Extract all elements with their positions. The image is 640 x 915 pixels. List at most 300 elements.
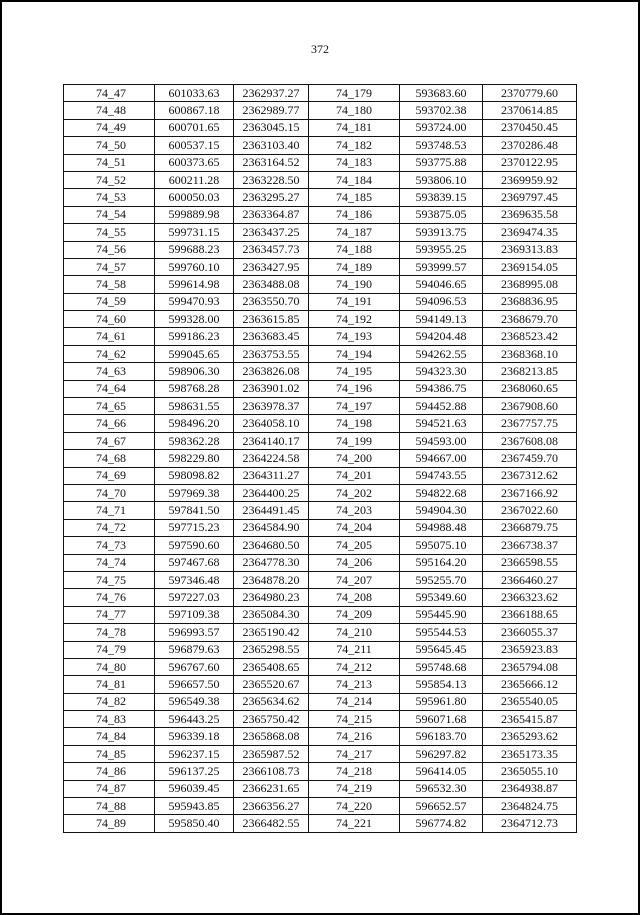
x-coordinate-right-cell: 594452.88 — [400, 398, 483, 415]
point-id-right-cell: 74_197 — [309, 398, 400, 415]
table-row — [64, 241, 577, 258]
y-coordinate-left-cell: 2366231.65 — [234, 780, 309, 797]
point-id-left-cell: 74_64 — [64, 380, 155, 397]
table-row — [64, 224, 577, 241]
x-coordinate-left-cell: 599045.65 — [155, 345, 234, 362]
point-id-left-cell: 74_74 — [64, 554, 155, 571]
point-id-left-cell: 74_51 — [64, 154, 155, 171]
point-id-left-cell: 74_89 — [64, 815, 155, 832]
point-id-left-cell: 74_67 — [64, 432, 155, 449]
point-id-left-cell: 74_88 — [64, 798, 155, 815]
y-coordinate-left-cell: 2363164.52 — [234, 154, 309, 171]
point-id-left-cell: 74_72 — [64, 519, 155, 536]
point-id-left-cell: 74_50 — [64, 137, 155, 154]
x-coordinate-right-cell: 593839.15 — [400, 189, 483, 206]
point-id-right-cell: 74_190 — [309, 276, 400, 293]
table-row — [64, 589, 577, 606]
point-id-right-cell: 74_189 — [309, 258, 400, 275]
point-id-left-cell: 74_54 — [64, 206, 155, 223]
point-id-right-cell: 74_182 — [309, 137, 400, 154]
x-coordinate-right-cell: 594743.55 — [400, 467, 483, 484]
point-id-right-cell: 74_187 — [309, 224, 400, 241]
x-coordinate-right-cell: 596652.57 — [400, 798, 483, 815]
point-id-right-cell: 74_201 — [309, 467, 400, 484]
point-id-right-cell: 74_207 — [309, 571, 400, 588]
point-id-right-cell: 74_186 — [309, 206, 400, 223]
table-row — [64, 293, 577, 310]
x-coordinate-left-cell: 596443.25 — [155, 711, 234, 728]
y-coordinate-right-cell: 2366598.55 — [483, 554, 577, 571]
point-id-left-cell: 74_84 — [64, 728, 155, 745]
y-coordinate-left-cell: 2364224.58 — [234, 450, 309, 467]
table-row — [64, 171, 577, 188]
x-coordinate-left-cell: 599328.00 — [155, 311, 234, 328]
table-row — [64, 606, 577, 623]
table-row — [64, 554, 577, 571]
x-coordinate-left-cell: 597346.48 — [155, 571, 234, 588]
y-coordinate-left-cell: 2364311.27 — [234, 467, 309, 484]
x-coordinate-left-cell: 596767.60 — [155, 658, 234, 675]
table-row — [64, 484, 577, 501]
table-row — [64, 276, 577, 293]
y-coordinate-right-cell: 2366738.37 — [483, 537, 577, 554]
y-coordinate-right-cell: 2370122.95 — [483, 154, 577, 171]
y-coordinate-left-cell: 2365190.42 — [234, 624, 309, 641]
y-coordinate-left-cell: 2363295.27 — [234, 189, 309, 206]
point-id-right-cell: 74_181 — [309, 119, 400, 136]
point-id-right-cell: 74_218 — [309, 763, 400, 780]
x-coordinate-right-cell: 594323.30 — [400, 363, 483, 380]
y-coordinate-right-cell: 2366323.62 — [483, 589, 577, 606]
point-id-right-cell: 74_200 — [309, 450, 400, 467]
point-id-left-cell: 74_62 — [64, 345, 155, 362]
table-row — [64, 85, 577, 102]
point-id-right-cell: 74_208 — [309, 589, 400, 606]
y-coordinate-left-cell: 2364778.30 — [234, 554, 309, 571]
y-coordinate-right-cell: 2364938.87 — [483, 780, 577, 797]
point-id-left-cell: 74_63 — [64, 363, 155, 380]
x-coordinate-right-cell: 596071.68 — [400, 711, 483, 728]
x-coordinate-left-cell: 596657.50 — [155, 676, 234, 693]
y-coordinate-right-cell: 2366460.27 — [483, 571, 577, 588]
y-coordinate-right-cell: 2368368.10 — [483, 345, 577, 362]
x-coordinate-right-cell: 594667.00 — [400, 450, 483, 467]
point-id-right-cell: 74_205 — [309, 537, 400, 554]
point-id-right-cell: 74_196 — [309, 380, 400, 397]
table-row — [64, 345, 577, 362]
x-coordinate-right-cell: 595748.68 — [400, 658, 483, 675]
x-coordinate-right-cell: 593955.25 — [400, 241, 483, 258]
table-row — [64, 815, 577, 832]
x-coordinate-right-cell: 593683.60 — [400, 85, 483, 102]
y-coordinate-right-cell: 2365293.62 — [483, 728, 577, 745]
point-id-right-cell: 74_214 — [309, 693, 400, 710]
x-coordinate-left-cell: 600701.65 — [155, 119, 234, 136]
table-row — [64, 432, 577, 449]
point-id-right-cell: 74_180 — [309, 102, 400, 119]
y-coordinate-right-cell: 2368995.08 — [483, 276, 577, 293]
point-id-right-cell: 74_179 — [309, 85, 400, 102]
point-id-right-cell: 74_185 — [309, 189, 400, 206]
table-row — [64, 137, 577, 154]
x-coordinate-right-cell: 595075.10 — [400, 537, 483, 554]
x-coordinate-right-cell: 594262.55 — [400, 345, 483, 362]
x-coordinate-right-cell: 593999.57 — [400, 258, 483, 275]
y-coordinate-left-cell: 2363437.25 — [234, 224, 309, 241]
table-row — [64, 102, 577, 119]
y-coordinate-right-cell: 2369635.58 — [483, 206, 577, 223]
point-id-left-cell: 74_77 — [64, 606, 155, 623]
x-coordinate-right-cell: 593748.53 — [400, 137, 483, 154]
x-coordinate-right-cell: 595854.13 — [400, 676, 483, 693]
y-coordinate-left-cell: 2363753.55 — [234, 345, 309, 362]
point-id-left-cell: 74_79 — [64, 641, 155, 658]
y-coordinate-right-cell: 2370614.85 — [483, 102, 577, 119]
y-coordinate-right-cell: 2365173.35 — [483, 745, 577, 762]
x-coordinate-right-cell: 596183.70 — [400, 728, 483, 745]
table-row — [64, 415, 577, 432]
y-coordinate-left-cell: 2364400.25 — [234, 484, 309, 501]
table-row — [64, 624, 577, 641]
x-coordinate-right-cell: 593913.75 — [400, 224, 483, 241]
point-id-right-cell: 74_194 — [309, 345, 400, 362]
point-id-left-cell: 74_81 — [64, 676, 155, 693]
x-coordinate-right-cell: 593775.88 — [400, 154, 483, 171]
y-coordinate-left-cell: 2363364.87 — [234, 206, 309, 223]
x-coordinate-right-cell: 594822.68 — [400, 484, 483, 501]
y-coordinate-right-cell: 2369313.83 — [483, 241, 577, 258]
point-id-left-cell: 74_85 — [64, 745, 155, 762]
y-coordinate-right-cell: 2365055.10 — [483, 763, 577, 780]
table-row — [64, 206, 577, 223]
x-coordinate-right-cell: 593702.38 — [400, 102, 483, 119]
x-coordinate-left-cell: 600050.03 — [155, 189, 234, 206]
y-coordinate-right-cell: 2366879.75 — [483, 519, 577, 536]
point-id-left-cell: 74_49 — [64, 119, 155, 136]
point-id-right-cell: 74_221 — [309, 815, 400, 832]
x-coordinate-left-cell: 597715.23 — [155, 519, 234, 536]
y-coordinate-left-cell: 2364491.45 — [234, 502, 309, 519]
y-coordinate-right-cell: 2370286.48 — [483, 137, 577, 154]
table-row — [64, 658, 577, 675]
y-coordinate-left-cell: 2364680.50 — [234, 537, 309, 554]
x-coordinate-left-cell: 599760.10 — [155, 258, 234, 275]
x-coordinate-right-cell: 594386.75 — [400, 380, 483, 397]
point-id-left-cell: 74_60 — [64, 311, 155, 328]
table-row — [64, 641, 577, 658]
point-id-right-cell: 74_212 — [309, 658, 400, 675]
point-id-right-cell: 74_195 — [309, 363, 400, 380]
x-coordinate-right-cell: 594149.13 — [400, 311, 483, 328]
point-id-left-cell: 74_80 — [64, 658, 155, 675]
x-coordinate-right-cell: 594904.30 — [400, 502, 483, 519]
point-id-right-cell: 74_219 — [309, 780, 400, 797]
y-coordinate-right-cell: 2365923.83 — [483, 641, 577, 658]
point-id-left-cell: 74_71 — [64, 502, 155, 519]
y-coordinate-left-cell: 2363457.73 — [234, 241, 309, 258]
table-row — [64, 763, 577, 780]
x-coordinate-right-cell: 595255.70 — [400, 571, 483, 588]
x-coordinate-left-cell: 596039.45 — [155, 780, 234, 797]
x-coordinate-left-cell: 598496.20 — [155, 415, 234, 432]
x-coordinate-left-cell: 597227.03 — [155, 589, 234, 606]
x-coordinate-left-cell: 597969.38 — [155, 484, 234, 501]
y-coordinate-left-cell: 2363978.37 — [234, 398, 309, 415]
x-coordinate-right-cell: 593875.05 — [400, 206, 483, 223]
x-coordinate-left-cell: 598362.28 — [155, 432, 234, 449]
table-row — [64, 328, 577, 345]
y-coordinate-left-cell: 2364584.90 — [234, 519, 309, 536]
x-coordinate-left-cell: 599470.93 — [155, 293, 234, 310]
point-id-left-cell: 74_57 — [64, 258, 155, 275]
x-coordinate-left-cell: 598229.80 — [155, 450, 234, 467]
y-coordinate-left-cell: 2365634.62 — [234, 693, 309, 710]
table-row — [64, 711, 577, 728]
y-coordinate-left-cell: 2365298.55 — [234, 641, 309, 658]
table-row — [64, 450, 577, 467]
table-row — [64, 519, 577, 536]
x-coordinate-right-cell: 594988.48 — [400, 519, 483, 536]
point-id-right-cell: 74_213 — [309, 676, 400, 693]
x-coordinate-left-cell: 598631.55 — [155, 398, 234, 415]
y-coordinate-right-cell: 2366188.65 — [483, 606, 577, 623]
y-coordinate-right-cell: 2368060.65 — [483, 380, 577, 397]
y-coordinate-left-cell: 2365750.42 — [234, 711, 309, 728]
table-row — [64, 693, 577, 710]
point-id-left-cell: 74_68 — [64, 450, 155, 467]
y-coordinate-right-cell: 2367166.92 — [483, 484, 577, 501]
point-id-left-cell: 74_58 — [64, 276, 155, 293]
y-coordinate-left-cell: 2364140.17 — [234, 432, 309, 449]
point-id-left-cell: 74_70 — [64, 484, 155, 501]
page-number: 372 — [311, 42, 329, 56]
x-coordinate-left-cell: 595943.85 — [155, 798, 234, 815]
y-coordinate-left-cell: 2363901.02 — [234, 380, 309, 397]
point-id-left-cell: 74_52 — [64, 171, 155, 188]
y-coordinate-right-cell: 2370450.45 — [483, 119, 577, 136]
x-coordinate-right-cell: 594204.48 — [400, 328, 483, 345]
x-coordinate-left-cell: 601033.63 — [155, 85, 234, 102]
x-coordinate-right-cell: 595349.60 — [400, 589, 483, 606]
x-coordinate-left-cell: 600867.18 — [155, 102, 234, 119]
y-coordinate-left-cell: 2364058.10 — [234, 415, 309, 432]
table-row — [64, 745, 577, 762]
y-coordinate-left-cell: 2364980.23 — [234, 589, 309, 606]
point-id-left-cell: 74_56 — [64, 241, 155, 258]
x-coordinate-left-cell: 599614.98 — [155, 276, 234, 293]
table-row — [64, 380, 577, 397]
table-row — [64, 571, 577, 588]
x-coordinate-right-cell: 593724.00 — [400, 119, 483, 136]
x-coordinate-left-cell: 596549.38 — [155, 693, 234, 710]
x-coordinate-left-cell: 596879.63 — [155, 641, 234, 658]
y-coordinate-left-cell: 2363615.85 — [234, 311, 309, 328]
x-coordinate-left-cell: 599731.15 — [155, 224, 234, 241]
x-coordinate-left-cell: 600537.15 — [155, 137, 234, 154]
table-row — [64, 467, 577, 484]
point-id-left-cell: 74_65 — [64, 398, 155, 415]
table-row — [64, 502, 577, 519]
y-coordinate-left-cell: 2365408.65 — [234, 658, 309, 675]
y-coordinate-right-cell: 2364824.75 — [483, 798, 577, 815]
point-id-left-cell: 74_66 — [64, 415, 155, 432]
document-page — [2, 2, 638, 913]
y-coordinate-right-cell: 2365794.08 — [483, 658, 577, 675]
point-id-right-cell: 74_204 — [309, 519, 400, 536]
x-coordinate-left-cell: 596339.18 — [155, 728, 234, 745]
y-coordinate-right-cell: 2369959.92 — [483, 171, 577, 188]
table-row — [64, 676, 577, 693]
point-id-left-cell: 74_75 — [64, 571, 155, 588]
y-coordinate-left-cell: 2363683.45 — [234, 328, 309, 345]
point-id-right-cell: 74_217 — [309, 745, 400, 762]
x-coordinate-left-cell: 597467.68 — [155, 554, 234, 571]
point-id-right-cell: 74_193 — [309, 328, 400, 345]
x-coordinate-left-cell: 598906.30 — [155, 363, 234, 380]
x-coordinate-left-cell: 596993.57 — [155, 624, 234, 641]
y-coordinate-left-cell: 2364878.20 — [234, 571, 309, 588]
y-coordinate-right-cell: 2367608.08 — [483, 432, 577, 449]
y-coordinate-left-cell: 2363228.50 — [234, 171, 309, 188]
point-id-right-cell: 74_206 — [309, 554, 400, 571]
point-id-right-cell: 74_198 — [309, 415, 400, 432]
coordinates-table — [63, 84, 577, 833]
point-id-right-cell: 74_209 — [309, 606, 400, 623]
y-coordinate-right-cell: 2369154.05 — [483, 258, 577, 275]
point-id-left-cell: 74_78 — [64, 624, 155, 641]
x-coordinate-left-cell: 599889.98 — [155, 206, 234, 223]
x-coordinate-right-cell: 594096.53 — [400, 293, 483, 310]
point-id-right-cell: 74_192 — [309, 311, 400, 328]
y-coordinate-left-cell: 2365520.67 — [234, 676, 309, 693]
x-coordinate-left-cell: 600373.65 — [155, 154, 234, 171]
point-id-right-cell: 74_188 — [309, 241, 400, 258]
y-coordinate-right-cell: 2365415.87 — [483, 711, 577, 728]
x-coordinate-left-cell: 595850.40 — [155, 815, 234, 832]
x-coordinate-right-cell: 596414.05 — [400, 763, 483, 780]
point-id-left-cell: 74_59 — [64, 293, 155, 310]
y-coordinate-left-cell: 2363488.08 — [234, 276, 309, 293]
x-coordinate-left-cell: 597841.50 — [155, 502, 234, 519]
y-coordinate-right-cell: 2369797.45 — [483, 189, 577, 206]
y-coordinate-left-cell: 2366108.73 — [234, 763, 309, 780]
y-coordinate-right-cell: 2368836.95 — [483, 293, 577, 310]
point-id-right-cell: 74_191 — [309, 293, 400, 310]
y-coordinate-right-cell: 2366055.37 — [483, 624, 577, 641]
y-coordinate-left-cell: 2362989.77 — [234, 102, 309, 119]
table-row — [64, 398, 577, 415]
point-id-left-cell: 74_61 — [64, 328, 155, 345]
x-coordinate-left-cell: 597109.38 — [155, 606, 234, 623]
x-coordinate-right-cell: 596297.82 — [400, 745, 483, 762]
y-coordinate-right-cell: 2368523.42 — [483, 328, 577, 345]
y-coordinate-left-cell: 2365868.08 — [234, 728, 309, 745]
x-coordinate-left-cell: 597590.60 — [155, 537, 234, 554]
point-id-left-cell: 74_82 — [64, 693, 155, 710]
x-coordinate-left-cell: 596237.15 — [155, 745, 234, 762]
table-row — [64, 154, 577, 171]
x-coordinate-right-cell: 595544.53 — [400, 624, 483, 641]
y-coordinate-right-cell: 2368213.85 — [483, 363, 577, 380]
point-id-left-cell: 74_53 — [64, 189, 155, 206]
point-id-right-cell: 74_210 — [309, 624, 400, 641]
y-coordinate-left-cell: 2365084.30 — [234, 606, 309, 623]
y-coordinate-right-cell: 2365666.12 — [483, 676, 577, 693]
point-id-right-cell: 74_215 — [309, 711, 400, 728]
y-coordinate-right-cell: 2367022.60 — [483, 502, 577, 519]
table-row — [64, 363, 577, 380]
x-coordinate-left-cell: 600211.28 — [155, 171, 234, 188]
y-coordinate-left-cell: 2366482.55 — [234, 815, 309, 832]
point-id-right-cell: 74_184 — [309, 171, 400, 188]
table-row — [64, 189, 577, 206]
point-id-left-cell: 74_69 — [64, 467, 155, 484]
point-id-left-cell: 74_47 — [64, 85, 155, 102]
y-coordinate-left-cell: 2363826.08 — [234, 363, 309, 380]
y-coordinate-right-cell: 2367908.60 — [483, 398, 577, 415]
y-coordinate-right-cell: 2368679.70 — [483, 311, 577, 328]
x-coordinate-right-cell: 594521.63 — [400, 415, 483, 432]
point-id-right-cell: 74_202 — [309, 484, 400, 501]
y-coordinate-left-cell: 2366356.27 — [234, 798, 309, 815]
x-coordinate-right-cell: 593806.10 — [400, 171, 483, 188]
table-row — [64, 780, 577, 797]
y-coordinate-left-cell: 2363045.15 — [234, 119, 309, 136]
point-id-left-cell: 74_76 — [64, 589, 155, 606]
x-coordinate-right-cell: 595445.90 — [400, 606, 483, 623]
point-id-left-cell: 74_86 — [64, 763, 155, 780]
x-coordinate-left-cell: 596137.25 — [155, 763, 234, 780]
y-coordinate-right-cell: 2364712.73 — [483, 815, 577, 832]
y-coordinate-right-cell: 2365540.05 — [483, 693, 577, 710]
y-coordinate-right-cell: 2367757.75 — [483, 415, 577, 432]
x-coordinate-right-cell: 595645.45 — [400, 641, 483, 658]
y-coordinate-right-cell: 2369474.35 — [483, 224, 577, 241]
table-row — [64, 258, 577, 275]
table-row — [64, 798, 577, 815]
y-coordinate-left-cell: 2363550.70 — [234, 293, 309, 310]
point-id-left-cell: 74_48 — [64, 102, 155, 119]
point-id-right-cell: 74_183 — [309, 154, 400, 171]
y-coordinate-left-cell: 2363103.40 — [234, 137, 309, 154]
y-coordinate-right-cell: 2367312.62 — [483, 467, 577, 484]
table-row — [64, 119, 577, 136]
y-coordinate-right-cell: 2370779.60 — [483, 85, 577, 102]
point-id-left-cell: 74_73 — [64, 537, 155, 554]
point-id-right-cell: 74_211 — [309, 641, 400, 658]
point-id-right-cell: 74_220 — [309, 798, 400, 815]
table-row — [64, 728, 577, 745]
point-id-left-cell: 74_55 — [64, 224, 155, 241]
x-coordinate-left-cell: 599688.23 — [155, 241, 234, 258]
y-coordinate-left-cell: 2365987.52 — [234, 745, 309, 762]
x-coordinate-right-cell: 594593.00 — [400, 432, 483, 449]
y-coordinate-left-cell: 2362937.27 — [234, 85, 309, 102]
x-coordinate-right-cell: 595961.80 — [400, 693, 483, 710]
x-coordinate-right-cell: 595164.20 — [400, 554, 483, 571]
y-coordinate-right-cell: 2367459.70 — [483, 450, 577, 467]
table-row — [64, 311, 577, 328]
table-row — [64, 537, 577, 554]
x-coordinate-right-cell: 596532.30 — [400, 780, 483, 797]
x-coordinate-left-cell: 598768.28 — [155, 380, 234, 397]
x-coordinate-left-cell: 598098.82 — [155, 467, 234, 484]
x-coordinate-left-cell: 599186.23 — [155, 328, 234, 345]
point-id-left-cell: 74_83 — [64, 711, 155, 728]
x-coordinate-right-cell: 596774.82 — [400, 815, 483, 832]
coordinates-table-body — [64, 85, 577, 833]
y-coordinate-left-cell: 2363427.95 — [234, 258, 309, 275]
